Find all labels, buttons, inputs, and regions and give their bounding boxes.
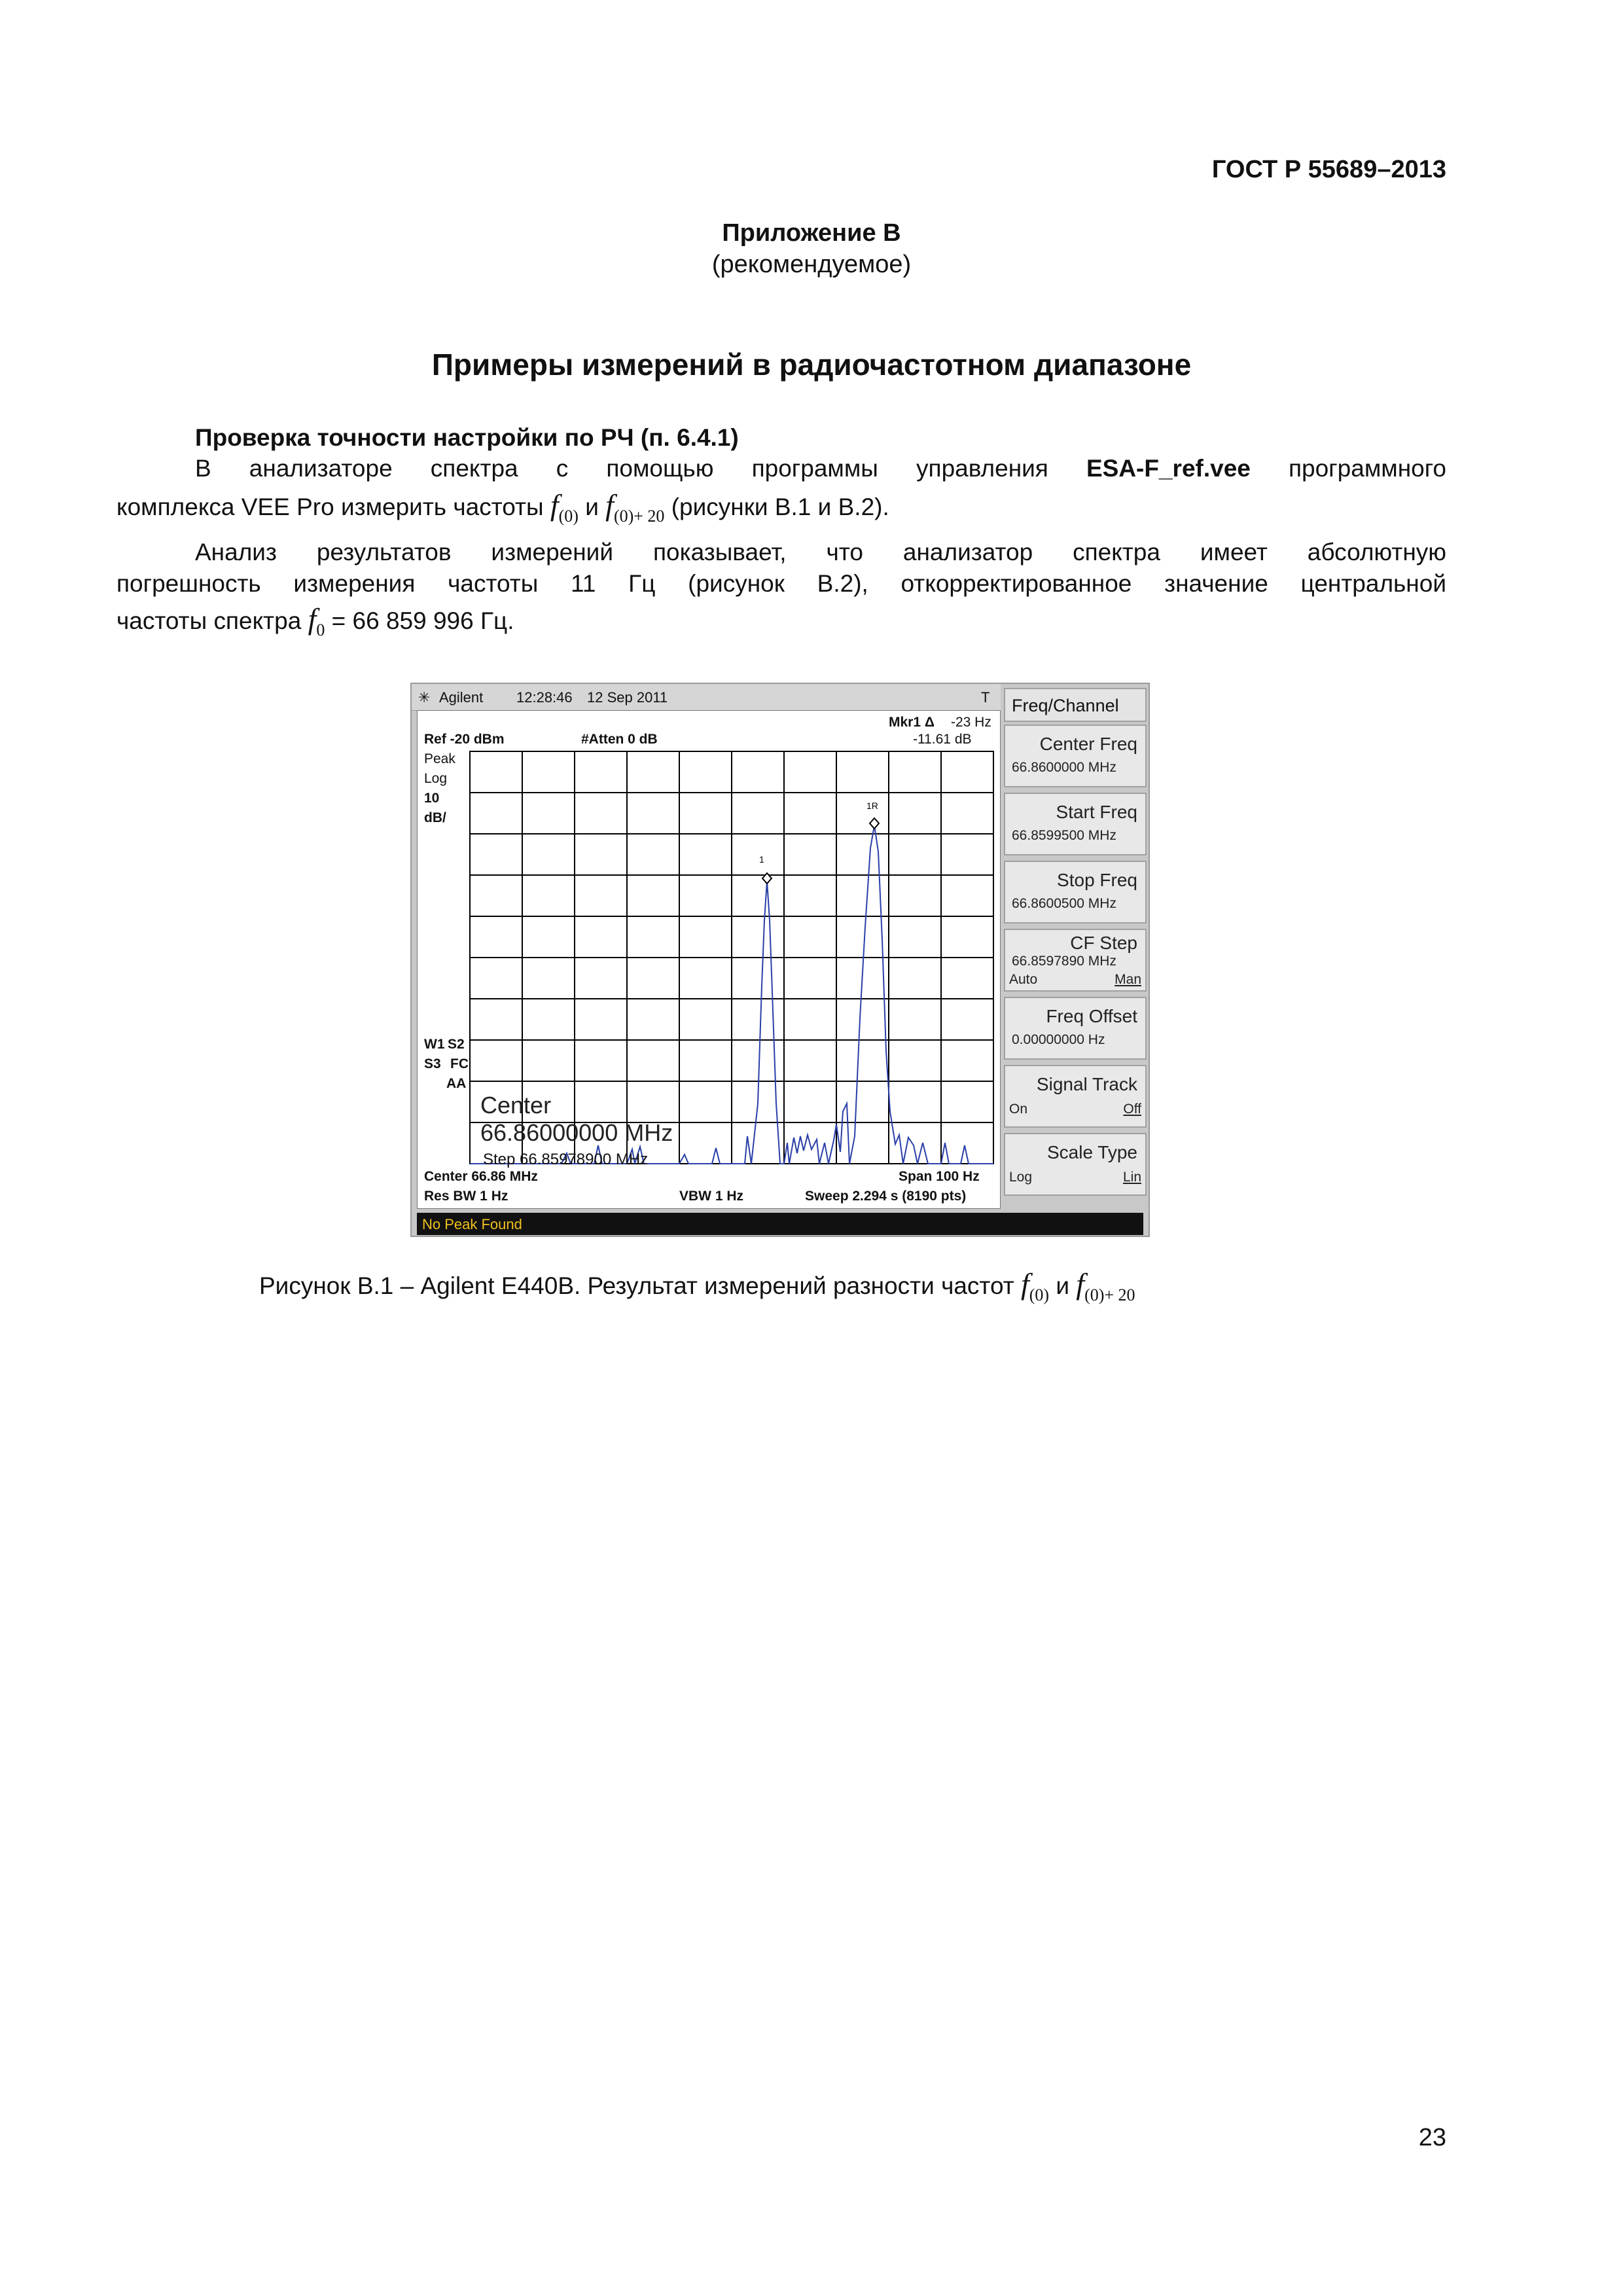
- paragraph-2-line-1: Анализ результатов измерений показывает, что анализатор спектра имеет абсолютную: [195, 539, 1446, 565]
- reference-level: Ref -20 dBm: [424, 732, 505, 747]
- program-name: ESA-F_ref.vee: [1086, 455, 1251, 482]
- appendix-status: (рекомендуемое): [711, 251, 912, 278]
- softkey-panel: [1004, 684, 1149, 1213]
- paragraph-2-line-2: погрешность измерения частоты 11 Гц (рисунок В.2), откорректированное значение центральной: [116, 570, 1446, 597]
- trace-s2: S2: [448, 1037, 465, 1052]
- marker-1-label: 1: [759, 854, 764, 865]
- scale-log: Log: [424, 771, 448, 786]
- scale-unit: dB/: [424, 810, 446, 825]
- softkey-freq-offset[interactable]: Freq Offset 0.00000000 Hz: [1004, 997, 1147, 1060]
- paragraph-2-line-3: частоты спектра $f_0 = 66$ 859 996 Гц.: [116, 602, 514, 639]
- spectrum-analyzer-screenshot: [410, 683, 1150, 1237]
- marker-level: -11.61 dB: [913, 732, 972, 747]
- softkey-center-freq[interactable]: Center Freq 66.8600000 MHz: [1004, 725, 1147, 787]
- status-message: No Peak Found: [422, 1216, 522, 1232]
- clock-time: 12:28:46: [516, 689, 573, 706]
- trace-aa: AA: [446, 1076, 467, 1091]
- clock-date: 12 Sep 2011: [587, 689, 668, 706]
- attenuation: #Atten 0 dB: [581, 732, 658, 747]
- paragraph-1-line-1: В анализаторе спектра с помощью программы управления ESA-F_ref.vee программного: [195, 455, 1446, 482]
- step-value: Step 66.85978900 MHz: [483, 1151, 649, 1168]
- trigger-indicator: T: [981, 689, 990, 706]
- brand-name: Agilent: [439, 689, 484, 706]
- agilent-logo-icon: ✳: [418, 689, 431, 706]
- marker-1r: [866, 800, 879, 829]
- center-frequency-footer: Center 66.86 MHz: [424, 1169, 538, 1184]
- paragraph-1-line-2: комплекса VEE Pro измерить частоты $f_{(0)}$ и $f_{(0)+ 20}$ (рисунки В.1 и В.2).: [116, 488, 889, 526]
- softkey-signal-track[interactable]: Signal Track On Off: [1004, 1065, 1147, 1128]
- page-number: 23: [1418, 2124, 1446, 2151]
- section-title: Примеры измерений в радиочастотном диапазоне: [431, 348, 1192, 382]
- marker-1r-label: 1R: [866, 800, 878, 811]
- sweep-time: Sweep 2.294 s (8190 pts): [805, 1189, 967, 1204]
- softkey-stop-freq[interactable]: Stop Freq 66.8600500 MHz: [1004, 861, 1147, 924]
- analyzer-screen: [417, 710, 1001, 1209]
- figure-caption: Рисунок В.1 – Agilent E440B. Результат измерений разности частот $f_{(0)}$ и $f_{(0)+ 20}$: [259, 1267, 1135, 1304]
- trace-fc: FC: [450, 1056, 469, 1071]
- marker-frequency: -23 Hz: [951, 715, 991, 730]
- marker-label: Mkr1 Δ: [889, 715, 935, 730]
- active-function-value: 66.86000000 MHz: [480, 1119, 673, 1146]
- trace-s3: S3: [424, 1056, 441, 1071]
- analyzer-top-bar: [412, 684, 1001, 711]
- appendix-title: Приложение В: [722, 219, 901, 247]
- softkey-cf-step[interactable]: CF Step 66.8597890 MHz Auto Man: [1004, 929, 1147, 992]
- active-function-title: Center: [480, 1092, 552, 1119]
- scale-value: 10: [424, 791, 440, 806]
- status-bar: [417, 1213, 1143, 1235]
- detector-peak: Peak: [424, 751, 455, 766]
- marker-1: [759, 854, 772, 884]
- softkey-menu-title: Freq/Channel: [1004, 688, 1147, 722]
- subheading: Проверка точности настройки по РЧ (п. 6.4.1): [195, 424, 739, 451]
- softkey-start-freq[interactable]: Start Freq 66.8599500 MHz: [1004, 793, 1147, 855]
- span-footer: Span 100 Hz: [899, 1169, 980, 1184]
- document-standard-number: ГОСТ Р 55689–2013: [1211, 156, 1446, 183]
- softkey-scale-type[interactable]: Scale Type Log Lin: [1004, 1133, 1147, 1196]
- resolution-bandwidth: Res BW 1 Hz: [424, 1189, 508, 1204]
- video-bandwidth: VBW 1 Hz: [679, 1189, 744, 1204]
- trace-w1: W1: [424, 1037, 445, 1052]
